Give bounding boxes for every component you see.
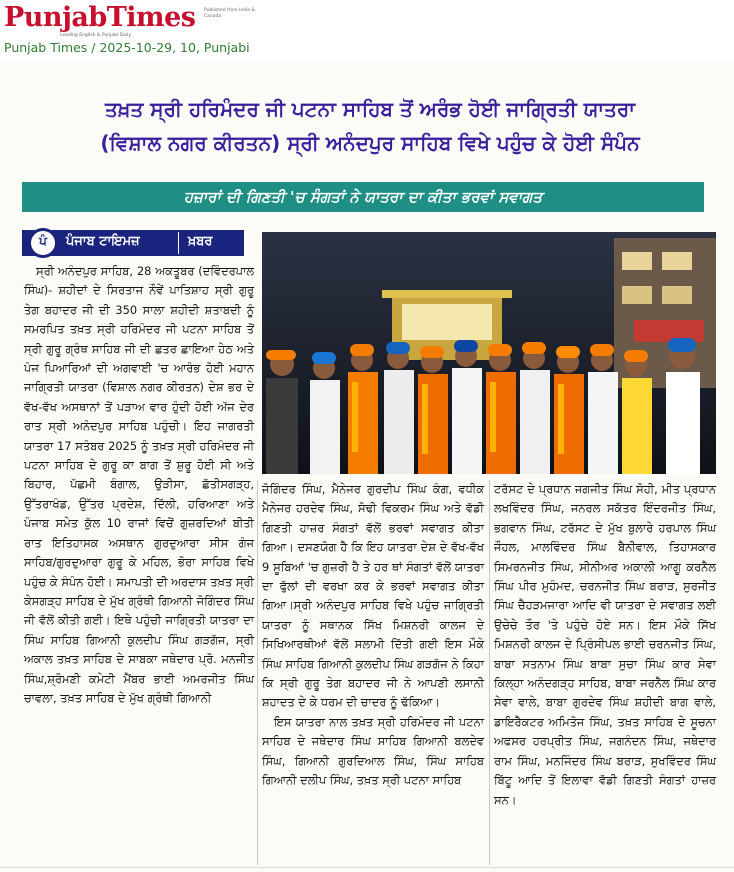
column-2-paragraph-1: ਜੋਗਿੰਦਰ ਸਿੰਘ, ਮੈਨੇਜਰ ਗੁਰਦੀਪ ਸਿੰਘ ਕੰਗ, ਵਧੀਕ ਮੈਨੇਜਰ ਹਰਦੇਵ ਸਿੰਘ, ਸੋਢੀ ਵਿਕਰਮ ਸਿੰਘ ਅਤੇ ਵੱਡੀ ਗਿਣਤੀ ਹਾਜ਼ਰ ਸੰਗਤਾਂ ਵੱਲੋਂ ਭਰਵਾਂ ਸਵਾਗਤ ਕੀਤਾ ਗਿਆ। ਦਸਣਯੋਗ ਹੈ ਕਿ ਇਹ ਯਾਤਰਾ ਦੇਸ਼ ਦੇ ਵੱਖ-ਵੱਖ 9 ਸੂਬਿਆਂ 'ਚ ਗੁਜ਼ਰੀ ਹੈ ਤੇ ਹਰ ਥਾਂ ਸੰਗਤਾਂ ਵੱਲੋਂ ਯਾਤਰਾ ਦਾ ਫੁੱਲਾਂ ਦੀ ਵਰਖਾ ਕਰ ਕੇ ਭਰਵਾਂ ਸਵਾਗਤ ਕੀਤਾ ਗਿਆ।ਸ੍ਰੀ ਅਨੰਦਪੁਰ ਸਾਹਿਬ ਵਿਖੇ ਪਹੁੰਚ ਜਾਗ੍ਰਿਤੀ ਯਾਤਰਾ ਨੂੰ ਸਥਾਨਕ ਸਿੱਖ ਮਿਸ਼ਨਰੀ ਕਾਲਜ ਦੇ ਸਿਖਿਆਰਥੀਆਂ ਵੱਲੋਂ ਸਲਾਮੀ ਦਿੱਤੀ ਗਈ ਇਸ ਮੌਕੇ ਸਿੰਘ ਸਾਹਿਬ ਗਿਆਨੀ ਕੁਲਦੀਪ ਸਿੰਘ ਗੜਗੱਜ ਨੇ ਕਿਹਾ ਕਿ ਸ੍ਰੀ ਗੁਰੂ ਤੇਗ ਬਹਾਦਰ ਜੀ ਨੇ ਆਪਣੀ ਲਸਾਨੀ ਸ਼ਹਾਦਤ ਦੇ ਕੇ ਧਰਮ ਦੀ ਚਾਦਰ ਨੂੰ ਢੱਕਿਆ। [262, 482, 484, 710]
article-column-1 [24, 262, 254, 708]
column-divider [489, 480, 490, 865]
logo-tagline: Leading English & Punjabi Daily [60, 33, 132, 38]
site-header [0, 0, 734, 62]
article-column-3 [494, 480, 716, 810]
bottom-divider [0, 867, 734, 868]
brand-name: ਪੰਜਾਬ ਟਾਇਮਜ਼ [66, 234, 140, 249]
article-column-2 [262, 480, 484, 791]
event-photo [262, 232, 716, 474]
column-2-paragraph-2: ਇਸ ਯਾਤਰਾ ਨਾਲ ਤਖ਼ਤ ਸ੍ਰੀ ਹਰਿਮੰਦਰ ਜੀ ਪਟਨਾ ਸਾਹਿਬ ਦੇ ਜਥੇਦਾਰ ਸਿੰਘ ਸਾਹਿਬ ਗਿਆਨੀ ਬਲਦੇਵ ਸਿੰਘ, ਗਿਆਨੀ ਗੁਰਦਿਆਲ ਸਿੰਘ, ਸਿੰਘ ਸਾਹਿਬ ਗਿਆਨੀ ਦਲੀਪ ਸਿੰਘ, ਤਖ਼ਤ ਸ੍ਰੀ ਪਟਨਾ ਸਾਹਿਬ [262, 714, 484, 788]
article-subhead: ਹਜ਼ਾਰਾਂ ਦੀ ਗਿਣਤੀ 'ਚ ਸੰਗਤਾਂ ਨੇ ਯਾਤਰਾ ਦਾ ਕੀਤਾ ਭਰਵਾਂ ਸਵਾਗਤ [183, 188, 543, 206]
column-1-text: ਸ੍ਰੀ ਅਨੰਦਪੁਰ ਸਾਹਿਬ, 28 ਅਕਤੂਬਰ (ਦਵਿੰਦਰਪਾਲ ਸਿੰਘ)- ਸ਼ਹੀਦਾਂ ਦੇ ਸਿਰਤਾਜ ਨੌਵੇਂ ਪਾਤਿਸ਼ਾਹ ਸ੍ਰੀ ਗੁਰੂ ਤੇਗ ਬਹਾਦਰ ਜੀ ਦੀ 350 ਸਾਲਾ ਸ਼ਹੀਦੀ ਸ਼ਤਾਬਦੀ ਨੂੰ ਸਮਰਪਿਤ ਤਖ਼ਤ ਸ੍ਰੀ ਹਰਿਮੰਦਰ ਜੀ ਪਟਨਾ ਸਾਹਿਬ ਤੋਂ ਸ੍ਰੀ ਗੁਰੂ ਗ੍ਰੰਥ ਸਾਹਿਬ ਜੀ ਦੀ ਛਤਰ ਛਾਇਆ ਹੇਠ ਅਤੇ ਪੰਜ ਪਿਆਰਿਆਂ ਦੀ ਅਗਵਾਈ 'ਚ ਆਰੰਭ ਹੋਈ ਮਹਾਨ ਜਾਗ੍ਰਿਤੀ ਯਾਤਰਾ (ਵਿਸ਼ਾਲ ਨਗਰ ਕੀਰਤਨ) ਦੇਸ਼ ਭਰ ਦੇ ਵੱਖ-ਵੱਖ ਅਸਥਾਨਾਂ ਤੋਂ ਪੜਾਅ ਵਾਰ ਹੁੰਦੀ ਹੋਈ ਅੱਜ ਦੇਰ ਰਾਤ ਸ੍ਰੀ ਅਨੰਦਪੁਰ ਸਾਹਿਬ ਪਹੁੰਚੀ। ਇਹ ਜਾਗਰਤੀ ਯਾਤਰਾ 17 ਸਤੰਬਰ 2025 ਨੂੰ ਤਖ਼ਤ ਸ੍ਰੀ ਹਰਿਮੰਦਰ ਜੀ ਪਟਨਾ ਸਾਹਿਬ ਦੇ ਗੁਰੂ ਕਾ ਬਾਗ ਤੋਂ ਸ਼ੁਰੂ ਹੋਈ ਸੀ ਅਤੇ ਬਿਹਾਰ, ਪੱਛਮੀ ਬੰਗਾਲ, ਉੜੀਸਾ, ਛੱਤੀਸਗੜ੍ਹ, ਉੱਤਰਾਖੰਡ, ਉੱਤਰ ਪ੍ਰਦੇਸ਼, ਦਿੱਲੀ, ਹਰਿਆਣਾ ਅਤੇ ਪੰਜਾਬ ਸਮੇਤ ਕੁੱਲ 10 ਰਾਜਾਂ ਵਿਚੋਂ ਗੁਜ਼ਰਦਿਆਂ ਬੀਤੀ ਰਾਤ ਇਤਿਹਾਸਕ ਅਸਥਾਨ ਗੁਰਦੁਆਰਾ ਸੀਸ ਗੰਜ ਸਾਹਿਬ/ਗੁਰਦੁਆਰਾ ਗੁਰੂ ਕੇ ਮਹਿਲ, ਭੋਰਾ ਸਾਹਿਬ ਵਿਖੇ ਪਹੁੰਚ ਕੇ ਸੰਪੰਨ ਹੋਈ। ਸਮਾਪਤੀ ਦੀ ਅਰਦਾਸ ਤਖ਼ਤ ਸ੍ਰੀ ਕੇਸਗੜ੍ਹ ਸਾਹਿਬ ਦੇ ਮੁੱਖ ਗ੍ਰੰਥੀ ਗਿਆਨੀ ਜੋਗਿੰਦਰ ਸਿੰਘ ਜੀ ਵੱਲੋਂ ਕੀਤੀ ਗਈ। ਇਥੇ ਪਹੁੰਚੀ ਜਾਗ੍ਰਿਤੀ ਯਾਤਰਾ ਦਾ ਸਿੰਘ ਸਾਹਿਬ ਗਿਆਨੀ ਕੁਲਦੀਪ ਸਿੰਘ ਗੜਗੱਜ, ਸ੍ਰੀ ਅਕਾਲ ਤਖ਼ਤ ਸਾਹਿਬ ਦੇ ਸਾਬਕਾ ਜਥੇਦਾਰ ਪ੍ਰੋ. ਮਨਜੀਤ ਸਿੰਘ,ਸ਼੍ਰੋਮਣੀ ਕਮੇਟੀ ਮੈਂਬਰ ਭਾਈ ਅਮਰਜੀਤ ਸਿੰਘ ਚਾਵਲਾ, ਤਖ਼ਤ ਸਾਹਿਬ ਦੇ ਮੁੱਖ ਗ੍ਰੰਥੀ ਗਿਆਨੀ [24, 264, 254, 705]
brand-divider [178, 232, 179, 254]
brand-logo-glyph: ਪੰ [39, 234, 47, 248]
source-meta: Punjab Times / 2025-10-29, 10, Punjabi [4, 40, 250, 55]
article-headline: ਤਖ਼ਤ ਸ੍ਰੀ ਹਰਿਮੰਦਰ ਜੀ ਪਟਨਾ ਸਾਹਿਬ ਤੋਂ ਅਰੰਭ ਹੋਈ ਜਾਗ੍ਰਿਤੀ ਯਾਤਰਾ (ਵਿਸ਼ਾਲ ਨਗਰ ਕੀਰਤਨ) ਸ੍ਰੀ ਅਨੰਦਪੁਰ ਸਾਹਿਬ ਵਿਖੇ ਪਹੁੰਚ ਕੇ ਹੋਈ ਸੰਪੰਨ [100, 97, 640, 155]
brand-khabar-label: ਖ਼ਬਰ [188, 234, 213, 249]
logo-tagline-secondary: Published from India & Canada [204, 8, 255, 19]
column-divider [257, 480, 258, 865]
column-3-text: ਟਰੱਸਟ ਦੇ ਪ੍ਰਧਾਨ ਜਗਜੀਤ ਸਿੰਘ ਸੋਹੀ, ਮੀਤ ਪ੍ਰਧਾਨ ਲਖਵਿੰਦਰ ਸਿੰਘ, ਜਨਰਲ ਸਕੱਤਰ ਇੰਦਰਜੀਤ ਸਿੰਘ, ਭਗਵਾਨ ਸਿੰਘ, ਟਰੱਸਟ ਦੇ ਮੁੱਖ ਬੁਲਾਰੇ ਹਰਪਾਲ ਸਿੰਘ ਜੌਹਲ, ਮਾਲਵਿੰਦਰ ਸਿੰਘ ਬੈਨੀਵਾਲ, ਤਿਹਾਸਕਾਰ ਸਿਮਰਨਜੀਤ ਸਿੰਘ, ਸੀਨੀਅਰ ਅਕਾਲੀ ਆਗੂ ਕਰਨੈਲ ਸਿੰਘ ਪੀਰ ਮੁਹੰਮਦ, ਚਰਨਜੀਤ ਸਿੰਘ ਬਰਾੜ, ਸੁਰਜੀਤ ਸਿੰਘ ਚੈਹੜਮਜਾਰਾ ਆਦਿ ਵੀ ਯਾਤਰਾ ਦੇ ਸਵਾਗਤ ਲਈ ਉਚੇਚੇ ਤੌਰ 'ਤੇ ਪਹੁੰਚੇ ਹੋਏ ਸਨ। ਇਸ ਮੌਕੇ ਸਿੱਖ ਮਿਸ਼ਨਰੀ ਕਾਲਜ ਦੇ ਪ੍ਰਿੰਸੀਪਲ ਭਾਈ ਚਰਨਜੀਤ ਸਿੰਘ, ਬਾਬਾ ਸਤਨਾਮ ਸਿੰਘ ਬਾਬਾ ਸੁਚਾ ਸਿੰਘ ਕਾਰ ਸੇਵਾ ਕਿਲ੍ਹਾ ਅਨੰਦਗੜ੍ਹ ਸਾਹਿਬ, ਬਾਬਾ ਜਰਨੈਲ ਸਿੰਘ ਕਾਰ ਸੇਵਾ ਵਾਲੇ, ਬਾਬਾ ਗੁਰਦੇਵ ਸਿੰਘ ਸ਼ਹੀਦੀ ਬਾਗ ਵਾਲੇ, ਡਾਇਰੈਕਟਰ ਅਮਿਤੋਜ ਸਿੰਘ, ਤਖ਼ਤ ਸਾਹਿਬ ਦੇ ਸੂਚਨਾ ਅਫਸਰ ਹਰਪ੍ਰੀਤ ਸਿੰਘ, ਜਗਨੰਦਨ ਸਿੰਘ, ਜਥੇਦਾਰ ਰਾਮ ਸਿੰਘ, ਮਨਜਿੰਦਰ ਸਿੰਘ ਬਰਾੜ, ਸੁਖਵਿੰਦਰ ਸਿੰਘ ਬਿੱਟੂ ਆਦਿ ਤੋਂ ਇਲਾਵਾ ਵੱਡੀ ਗਿਣਤੀ ਸੰਗਤਾਂ ਹਾਜ਼ਰ ਸਨ। [494, 482, 716, 807]
photo-illustration [262, 232, 716, 474]
site-logo[interactable]: PunjabTimes [4, 2, 196, 33]
newspaper-clipping [0, 62, 734, 872]
